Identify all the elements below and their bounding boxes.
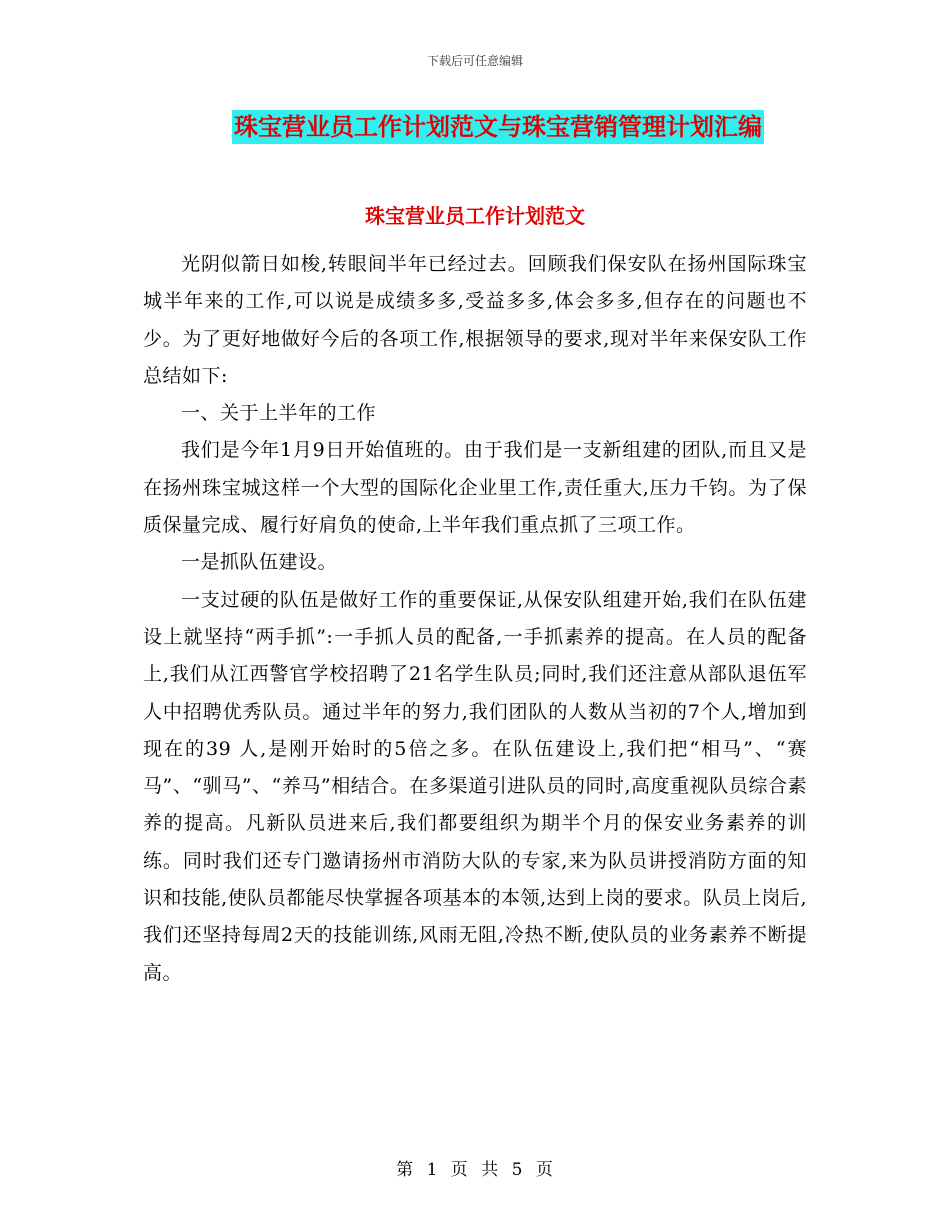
paragraph: 一是抓队伍建设。 (181, 551, 338, 574)
footer-prefix: 第 (396, 1160, 415, 1180)
doc-title: 珠宝营业员工作计划范文与珠宝营销管理计划汇编 (232, 110, 764, 144)
body-text (143, 246, 807, 992)
footer-suffix: 页 (535, 1160, 554, 1180)
footer-page-number: 1 (426, 1160, 439, 1180)
footer-mid: 页 (450, 1160, 469, 1180)
paragraph: 光阴似箭日如梭,转眼间半年已经过去。回顾我们保安队在扬州国际珠宝城半年来的工作,可以说是成绩多多,受益多多,体会多多,但存在的问题也不少。为了更好地做好今后的各项工作,根据领导的要求,现对半年来保安队工作总结如下: (143, 253, 807, 387)
footer-total-pages: 5 (511, 1160, 524, 1180)
footer-total-prefix: 共 (481, 1160, 500, 1180)
section-title: 珠宝营业员工作计划范文 (365, 204, 585, 228)
header-note: 下载后可任意编辑 (426, 54, 523, 68)
page-footer (0, 1155, 950, 1180)
paragraph: 一支过硬的队伍是做好工作的重要保证,从保安队组建开始,我们在队伍建设上就坚持“两手抓”:一手抓人员的配备,一手抓素养的提高。在人员的配备上,我们从江西警官学校招聘了21名学生队员;同时,我们还注意从部队退伍军人中招聘优秀队员。通过半年的努力,我们团队的人数从当初的7个人,增加到现在的39 人,是刚开始时的5倍之多。在队伍建设上,我们把“相马”、“赛马”、“驯马”、“养马”相结合。在多渠道引进队员的同时,高度重视队员综合素养的提高。凡新队员进来后,我们都要组织为期半个月的保安业务素养的训练。同时我们还专门邀请扬州市消防大队的专家,来为队员讲授消防方面的知识和技能,使队员都能尽快掌握各项基本的本领,达到上岗的要求。队员上岗后,我们还坚持每周2天的技能训练,风雨无阻,冷热不断,使队员的业务素养不断提高。 (143, 588, 807, 984)
paragraph: 我们是今年1月9日开始值班的。由于我们是一支新组建的团队,而且又是在扬州珠宝城这样一个大型的国际化企业里工作,责任重大,压力千钧。为了保质保量完成、履行好肩负的使命,上半年我们重点抓了三项工作。 (143, 439, 807, 537)
paragraph: 一、关于上半年的工作 (181, 402, 377, 425)
doc-title-wrap (0, 110, 950, 144)
